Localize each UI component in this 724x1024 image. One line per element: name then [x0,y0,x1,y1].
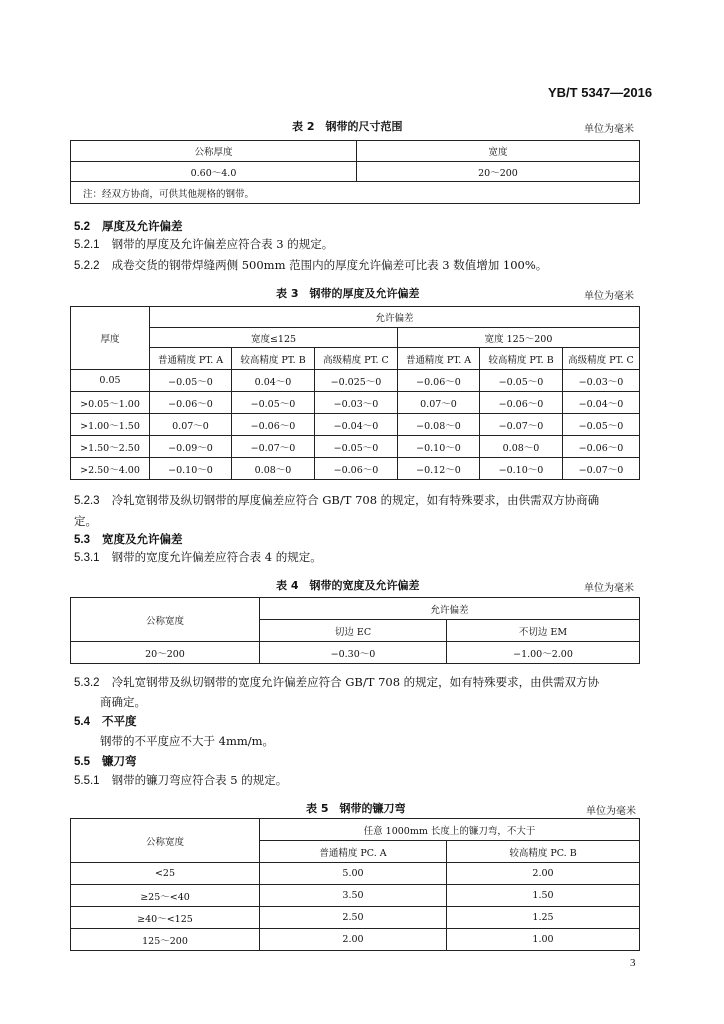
table5-cell-a: 5.00 [260,863,447,885]
table3-cell-thickness: >2.50～4.00 [71,458,150,480]
table3-cell: −0.10～0 [480,458,563,480]
standard-code: YB/T 5347—2016 [548,85,653,100]
table3-header-width-group2: 宽度 125～200 [398,328,640,348]
section-5-2-heading: 5.2 厚度及允许偏差 [74,219,183,233]
table3-cell: −0.05～0 [563,414,640,436]
table4-header-cut-edge: 切边 EC [260,620,447,642]
para-5-3-2-cont: 商确定。 [100,695,146,709]
table3-cell: −0.03～0 [563,370,640,392]
table3-cell: −0.025～0 [315,370,398,392]
table2-header-width: 宽度 [357,141,640,162]
table3-cell: −0.07～0 [232,436,315,458]
para-5-5-1: 5.5.1 钢带的镰刀弯应符合表 5 的规定。 [74,773,288,787]
table5-subheader-a: 普通精度 PC. A [260,841,447,863]
table3-cell: 0.07～0 [150,414,232,436]
table3-cell: −0.10～0 [150,458,232,480]
table5-subheader-b: 较高精度 PC. B [447,841,640,863]
table3-cell: −0.05～0 [232,392,315,414]
table5 [70,818,640,951]
table3-cell: −0.05～0 [480,370,563,392]
section-5-3-heading: 5.3 宽度及允许偏差 [74,532,183,546]
table2-header-thickness: 公称厚度 [71,141,357,162]
para-5-3-2: 5.3.2 冷轧宽钢带及纵切钢带的宽度允许偏差应符合 GB/T 708 的规定，如有特殊要求，由供需双方协 [74,675,600,689]
para-5-2-1: 5.2.1 钢带的厚度及允许偏差应符合表 3 的规定。 [74,237,334,251]
table-row [71,929,640,951]
table4-cell-cut: −0.30～0 [260,642,447,664]
table-row [71,436,640,458]
table3-header-thickness: 厚度 [71,307,150,370]
table4-unit: 单位为毫米 [584,583,634,594]
table5-cell-width: 125～200 [71,929,260,951]
table3-cell-thickness: 0.05 [71,370,150,392]
table5-cell-b: 1.00 [447,929,640,951]
table2-cell-width: 20～200 [357,162,640,182]
table5-unit: 单位为毫米 [586,806,636,817]
table3-cell: −0.08～0 [398,414,480,436]
table5-cell-width: ≥25～<40 [71,885,260,907]
table3-subheader: 普通精度 PT. A [150,348,232,370]
table4 [70,597,640,664]
table3-cell: −0.04～0 [315,414,398,436]
table3-cell-thickness: >0.05～1.00 [71,392,150,414]
table-row [71,885,640,907]
table4-cell-width: 20～200 [71,642,260,664]
table2-caption: 表 2 钢带的尺寸范围 [292,120,403,133]
table3-subheader: 高级精度 PT. C [563,348,640,370]
table4-cell-mill: −1.00～2.00 [447,642,640,664]
table3-cell: −0.06～0 [150,392,232,414]
table3-subheader: 较高精度 PT. B [480,348,563,370]
table5-cell-b: 1.50 [447,885,640,907]
table4-header-width: 公称宽度 [71,598,260,642]
para-5-3-1: 5.3.1 钢带的宽度允许偏差应符合表 4 的规定。 [74,550,322,564]
table3-cell: 0.08～0 [480,436,563,458]
table3-cell: −0.04～0 [563,392,640,414]
table3-cell: −0.05～0 [315,436,398,458]
table3-cell: 0.08～0 [232,458,315,480]
table3-cell: −0.06～0 [563,436,640,458]
table5-cell-b: 1.25 [447,907,640,929]
table5-cell-a: 2.50 [260,907,447,929]
table3-cell: −0.07～0 [563,458,640,480]
table2-note: 注：经双方协商，可供其他规格的钢带。 [71,182,640,204]
table-row [71,642,640,664]
para-5-2-3: 5.2.3 冷轧宽钢带及纵切钢带的厚度偏差应符合 GB/T 708 的规定，如有特殊要求，由供需双方协商确 [74,493,600,507]
table3-subheader: 较高精度 PT. B [232,348,315,370]
table-row [71,458,640,480]
table-row [71,907,640,929]
table5-cell-a: 2.00 [260,929,447,951]
table3-subheader: 普通精度 PT. A [398,348,480,370]
table3-subheader: 高级精度 PT. C [315,348,398,370]
table2-unit: 单位为毫米 [584,124,634,135]
table3-header-tolerance: 允许偏差 [150,307,640,328]
table-row [71,392,640,414]
table4-header-mill-edge: 不切边 EM [447,620,640,642]
table5-cell-width: <25 [71,863,260,885]
table5-header-width: 公称宽度 [71,819,260,863]
table4-caption: 表 4 钢带的宽度及允许偏差 [276,579,420,592]
section-5-5-heading: 5.5 镰刀弯 [74,754,137,768]
table3-unit: 单位为毫米 [584,291,634,302]
table-row [71,414,640,436]
table3-cell: −0.05～0 [150,370,232,392]
table3-cell: −0.12～0 [398,458,480,480]
table2 [70,140,640,204]
table3-cell: 0.04～0 [232,370,315,392]
table5-header-group: 任意 1000mm 长度上的镰刀弯，不大于 [260,819,640,841]
table3-cell: −0.07～0 [480,414,563,436]
table3-cell: −0.06～0 [480,392,563,414]
table3 [70,306,640,480]
table3-header-width-group1: 宽度≤125 [150,328,398,348]
table3-cell: −0.06～0 [315,458,398,480]
para-5-2-2: 5.2.2 成卷交货的钢带焊缝两侧 500mm 范围内的厚度允许偏差可比表 3 数值增加 100%。 [74,258,548,272]
page-number: 3 [630,957,636,969]
table3-cell-thickness: >1.00～1.50 [71,414,150,436]
table5-cell-b: 2.00 [447,863,640,885]
table5-caption: 表 5 钢带的镰刀弯 [306,802,406,815]
table4-header-tolerance: 允许偏差 [260,598,640,620]
para-5-2-3-cont: 定。 [74,514,97,528]
table3-cell-thickness: >1.50～2.50 [71,436,150,458]
table2-cell-thickness: 0.60～4.0 [71,162,357,182]
table3-cell: −0.06～0 [232,414,315,436]
para-5-4: 钢带的不平度应不大于 4mm/m。 [100,734,275,748]
table3-caption: 表 3 钢带的厚度及允许偏差 [276,287,420,300]
table3-cell: 0.07～0 [398,392,480,414]
table5-cell-width: ≥40～<125 [71,907,260,929]
table3-cell: −0.09～0 [150,436,232,458]
table3-cell: −0.10～0 [398,436,480,458]
table3-cell: −0.03～0 [315,392,398,414]
table5-cell-a: 3.50 [260,885,447,907]
section-5-4-heading: 5.4 不平度 [74,714,137,728]
table-row [71,370,640,392]
table-row [71,863,640,885]
table3-cell: −0.06～0 [398,370,480,392]
